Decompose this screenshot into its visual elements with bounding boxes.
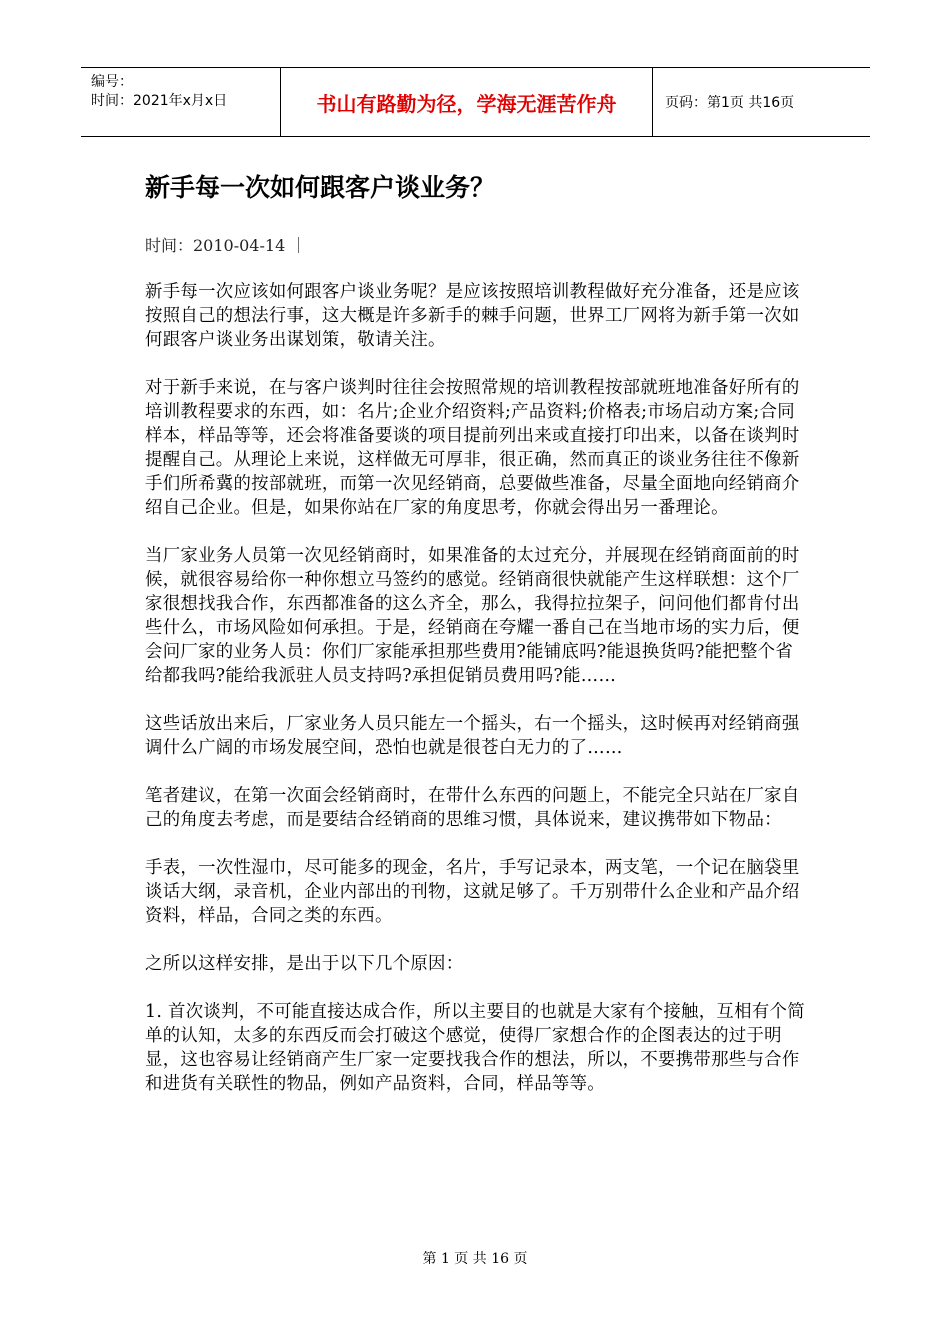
article-body [145,280,805,1120]
paragraph: 这些话放出来后，厂家业务人员只能左一个摇头，右一个摇头，这时候再对经销商强调什么广阔的市场发展空间，恐怕也就是很苍白无力的了…… [145,714,800,758]
paragraph: 之所以这样安排，是出于以下几个原因： [145,954,464,974]
paragraph: 手表，一次性湿巾，尽可能多的现金，名片，手写记录本，两支笔，一个记在脑袋里谈话大纲，录音机，企业内部出的刊物，这就足够了。千万别带什么企业和产品介绍资料，样品，合同之类的东西。 [145,858,800,926]
header-motto: 书山有路勤为径，学海无涯苦作舟 [281,68,653,136]
document-number-label: 编号： [91,74,133,90]
paragraph: 1. 首次谈判，不可能直接达成合作，所以主要目的也就是大家有个接触，互相有个简单的认知，太多的东西反而会打破这个感觉，使得厂家想合作的企图表达的过于明显，这也容易让经销商产生厂家一定要找我合作的想法，所以，不要携带那些与合作和进货有关联性的物品，例如产品资料，合同，样品等等。 [145,1002,805,1094]
header-left-cell [81,68,281,136]
header-page-info: 页码：第1页 共16页 [665,95,795,111]
paragraph: 当厂家业务人员第一次见经销商时，如果准备的太过充分，并展现在经销商面前的时候，就很容易给你一种你想立马签约的感觉。经销商很快就能产生这样联想：这个厂家很想找我合作，东西都准备的这么齐全，那么，我得拉拉架子，问问他们都肯付出些什么，市场风险如何承担。于是，经销商在夸耀一番自己在当地市场的实力后，便会问厂家的业务人员：你们厂家能承担那些费用?能铺底吗?能退换货吗?能把整个省给都我吗?能给我派驻人员支持吗?承担促销员费用吗?能…… [145,546,800,686]
page-header [81,67,870,137]
article-title: 新手每一次如何跟客户谈业务？ [145,173,496,202]
article-meta: 时间：2010-04-14 ｜ [145,236,307,255]
paragraph: 对于新手来说，在与客户谈判时往往会按照常规的培训教程按部就班地准备好所有的培训教程要求的东西，如：名片;企业介绍资料;产品资料;价格表;市场启动方案;合同样本，样品等等，还会将准备要谈的项目提前列出来或直接打印出来，以备在谈判时提醒自己。从理论上来说，这样做无可厚非，很正确，然而真正的谈业务往往不像新手们所希冀的按部就班，而第一次见经销商，总要做些准备，尽量全面地向经销商介绍自己企业。但是，如果你站在厂家的角度思考，你就会得出另一番理论。 [145,378,800,518]
page-footer: 第 1 页 共 16 页 [422,1251,528,1267]
paragraph: 新手每一次应该如何跟客户谈业务呢？是应该按照培训教程做好充分准备，还是应该按照自己的想法行事，这大概是许多新手的棘手问题，世界工厂网将为新手第一次如何跟客户谈业务出谋划策，敬请关注。 [145,282,800,350]
document-date-label: 时间：2021年x月x日 [91,93,228,109]
paragraph: 笔者建议，在第一次面会经销商时，在带什么东西的问题上，不能完全只站在厂家自己的角度去考虑，而是要结合经销商的思维习惯，具体说来，建议携带如下物品： [145,786,800,830]
